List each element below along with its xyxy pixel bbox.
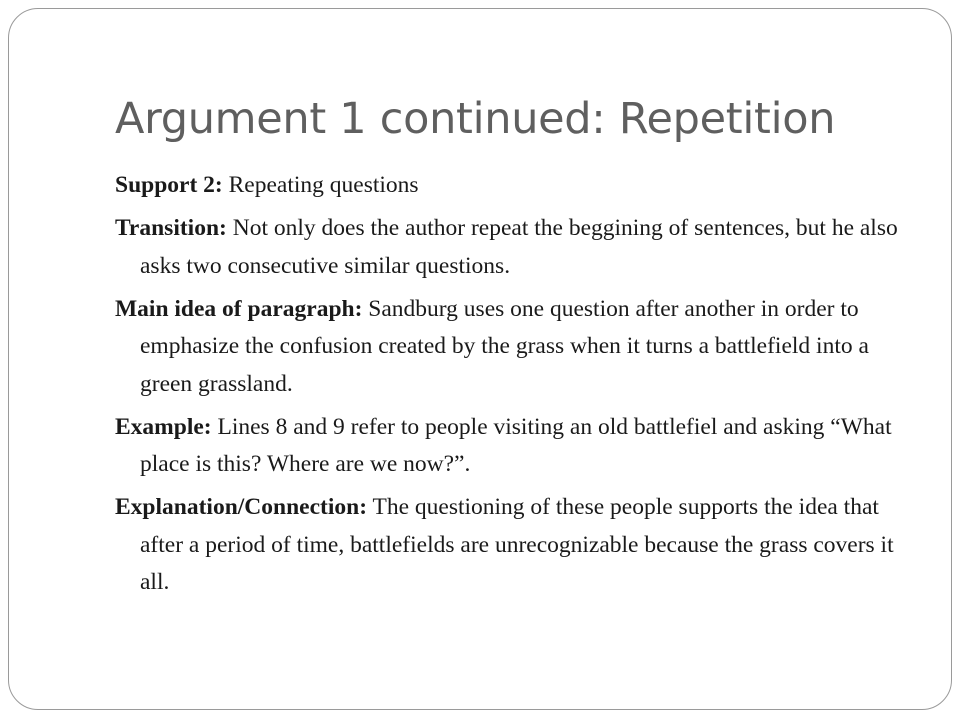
slide-body [115, 167, 915, 607]
bullet-label: Explanation/Connection: [115, 494, 368, 520]
bullet-text: Lines 8 and 9 refer to people visiting an old battlefiel and asking “What place is this? Where are we now?”. [140, 413, 892, 477]
bullet-text: The questioning of these people supports the idea that after a period of time, battlefields are unrecognizable because the grass covers it all. [140, 494, 894, 595]
slide-title: Argument 1 continued: Repetition [115, 94, 836, 144]
bullet-label: Example: [115, 413, 212, 440]
bullet-label: Main idea of paragraph: [115, 295, 363, 322]
bullet-text: Sandburg uses one question after another in order to emphasize the confusion created by the grass when it turns a battlefield into a green grassland. [140, 295, 869, 397]
bullet-label: Transition: [115, 215, 227, 241]
bullet-main-idea [115, 291, 915, 404]
bullet-transition [115, 210, 915, 285]
bullet-support [115, 167, 915, 205]
bullet-example [115, 409, 915, 484]
slide-frame [8, 8, 952, 710]
bullet-text: Not only does the author repeat the beggining of sentences, but he also asks two consecutive similar questions. [140, 215, 898, 279]
bullet-text: Repeating questions [228, 172, 419, 198]
bullet-explanation [115, 489, 915, 602]
bullet-label: Support 2: [115, 172, 223, 198]
